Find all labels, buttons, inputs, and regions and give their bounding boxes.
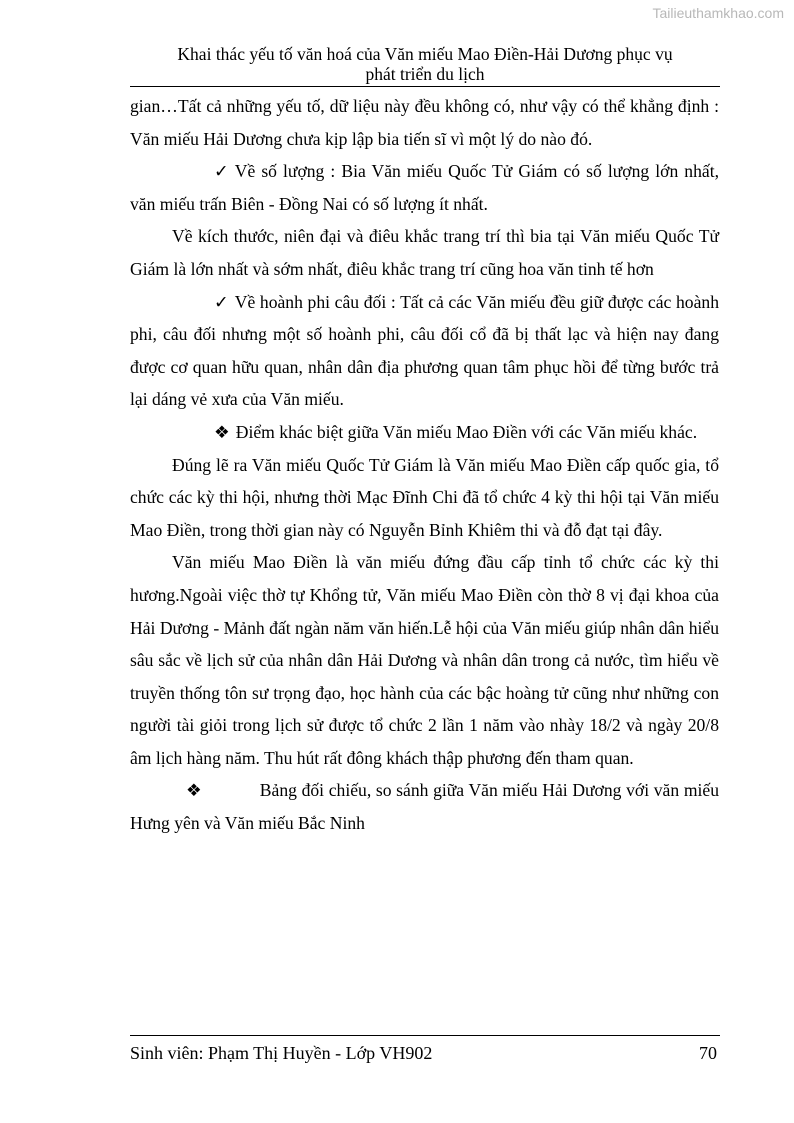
paragraph-text: Đúng lẽ ra Văn miếu Quốc Tử Giám là Văn miếu Mao Điền cấp quốc gia, tổ chức các kỳ thi hội, nhưng thời Mạc Đĩnh Chi đã tổ chức 4 kỳ thi hội tại Văn miếu Mao Điền, trong thời gian này có Nguyễn Bỉnh Khiêm thi và đỗ đạt tại đây. [130,454,719,540]
header-title-line-2: phát triển du lịch [365,64,485,84]
paragraph-national-level [130,449,719,547]
page-number: 70 [699,1043,717,1063]
paragraph-text: Về kích thước, niên đại và điêu khắc trang trí thì bia tại Văn miếu Quốc Tử Giám là lớn nhất và sớm nhất, điêu khắc trang trí cũng hoa văn tinh tế hơn [130,226,719,279]
footer-divider [130,1035,720,1036]
footer-student-info: Sinh viên: Phạm Thị Huyền - Lớp VH902 [130,1043,433,1063]
section-heading-comparison-table [130,774,719,839]
section-heading-differences [130,416,719,449]
paragraph-text: Về số lượng : Bia Văn miếu Quốc Tử Giám có số lượng lớn nhất, văn miếu trấn Biên - Đồng Nai có số lượng ít nhất. [130,161,719,214]
paragraph-text: Điểm khác biệt giữa Văn miếu Mao Điền với các Văn miếu khác. [235,421,698,442]
paragraph-text: Văn miếu Mao Điền là văn miếu đứng đầu cấp tỉnh tổ chức các kỳ thi hương.Ngoài việc thờ tự Khổng tử, Văn miếu Mao Điền còn thờ 8 vị đại khoa của Hải Dương - Mảnh đất ngàn năm văn hiến.Lễ hội của Văn miếu giúp nhân dân hiểu sâu sắc về lịch sử của nhân dân Hải Dương và nhân dân trong cả nước, tìm hiểu về truyền thống tôn sư trọng đạo, học hành của các bậc hoàng tử cũng như những con người tài giỏi trong lịch sử được tổ chức 2 lần 1 năm vào nhày 18/2 và ngày 20/8 âm lịch hàng năm. Thu hút rất đông khách thập phương đến tham quan. [130,552,719,768]
diamond-bullet-icon: ❖ [214,421,230,442]
document-body [130,90,719,840]
paragraph-text: Bảng đối chiếu, so sánh giữa Văn miếu Hải Dương với văn miếu Hưng yên và Văn miếu Bắc Ninh [130,780,719,834]
paragraph-quantity [130,155,719,220]
paragraph-text: gian…Tất cả những yếu tố, dữ liệu này đều không có, như vậy có thể khẳng định : Văn miếu Hải Dương chưa kịp lập bia tiến sĩ vì một lý do nào đó. [130,96,719,149]
header-divider [130,86,720,87]
header-title-line-1: Khai thác yếu tố văn hoá của Văn miếu Mao Điền-Hải Dương phục vụ [177,44,673,64]
checkmark-icon: ✓ [214,161,229,182]
paragraph-text: Về hoành phi câu đối : Tất cả các Văn miếu đều giữ được các hoành phi, câu đối nhưng một số hoành phi, câu đối cổ đã bị thất lạc và hiện nay đang được cơ quan hữu quan, nhân dân địa phương quan tâm phục hồi để từng bước trả lại dáng vẻ xưa của Văn miếu. [130,291,719,410]
paragraph-size-age [130,220,719,285]
watermark-text: Tailieuthamkhao.com [652,5,784,21]
checkmark-icon: ✓ [214,291,229,312]
paragraph-provincial-level [130,546,719,774]
paragraph-couplets [130,286,719,416]
paragraph-continuation [130,90,719,155]
diamond-bullet-icon: ❖ [186,780,202,801]
page-header [130,44,720,84]
